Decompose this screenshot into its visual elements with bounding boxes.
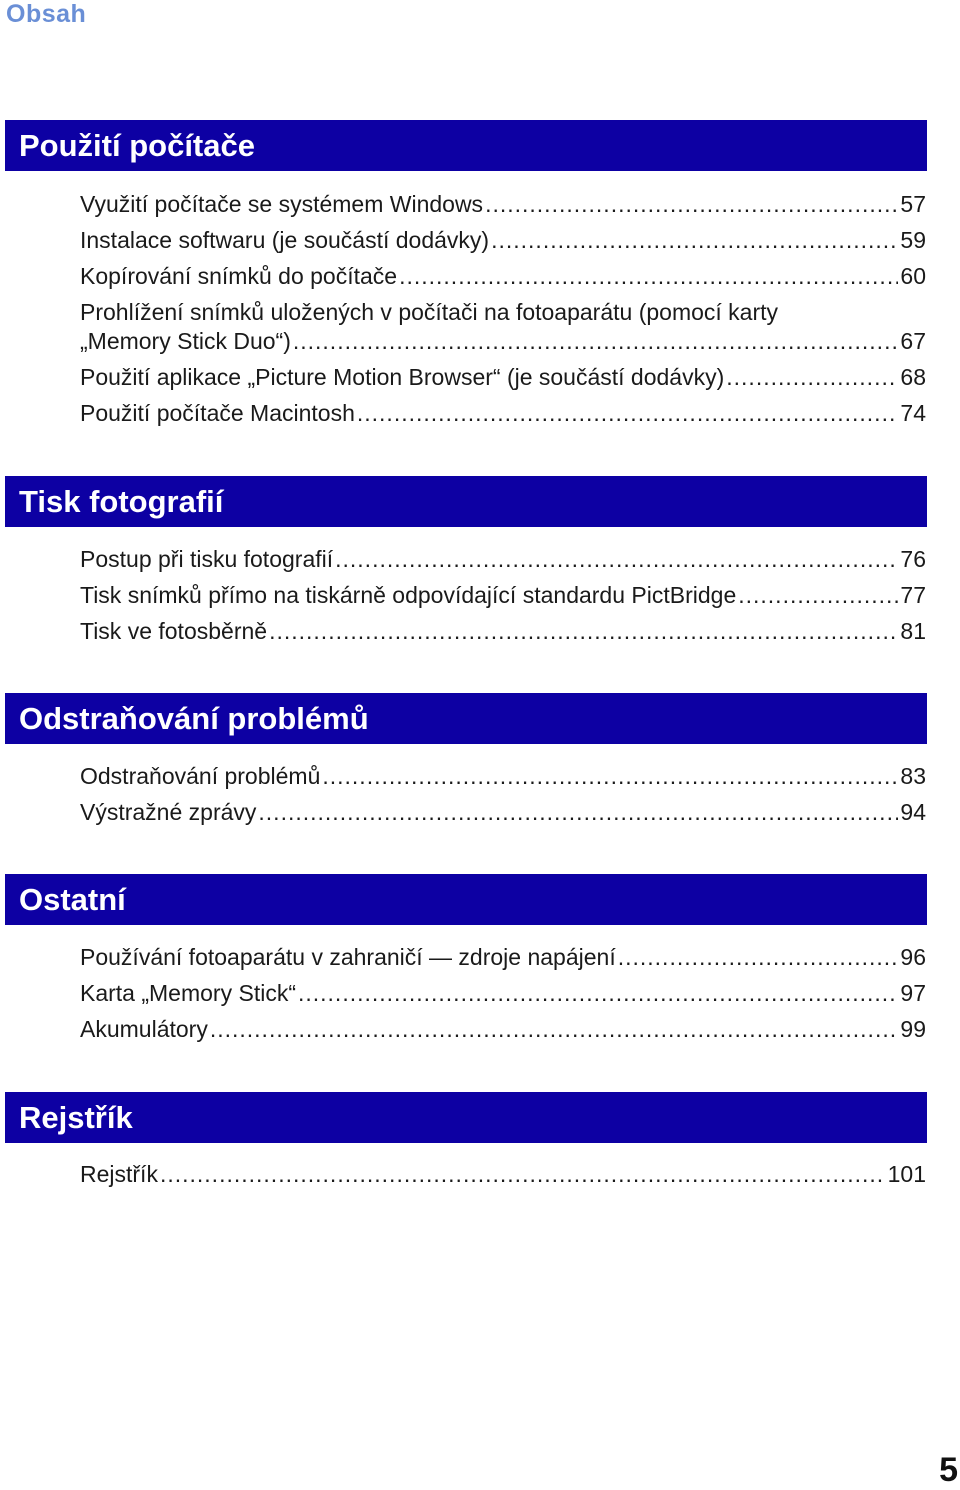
toc-entry[interactable] [80,979,926,1015]
dot-leader [269,617,898,646]
toc-entry-text: „Memory Stick Duo“) [80,328,291,354]
dot-leader [618,943,899,972]
toc-entry-text: Odstraňování problémů [80,763,321,789]
toc-entry[interactable] [80,226,926,262]
dot-leader [491,226,898,255]
toc-entry[interactable] [80,363,926,399]
toc-entry-text-line1: Prohlížení snímků uložených v počítači na fotoaparátu (pomocí karty [80,299,779,325]
toc-entry-text: Kopírování snímků do počítače [80,263,398,289]
toc-entry-page: 94 [900,799,926,825]
toc-entry-text: Postup při tisku fotografií [80,546,334,572]
section-title: Ostatní [5,874,927,925]
toc-entry-page: 59 [900,227,926,253]
toc-entry[interactable] [80,545,926,581]
toc-list [5,545,927,653]
toc-entry-text: Použití počítače Macintosh [80,400,355,426]
toc-entry-text: Výstražné zprávy [80,799,257,825]
toc-entry-page: 97 [900,980,926,1006]
dot-leader [258,798,898,827]
toc-entry[interactable] [80,798,926,834]
toc-entry-page: 99 [900,1016,926,1042]
toc-entry-page: 101 [887,1161,926,1187]
toc-entry[interactable] [80,1015,926,1051]
toc-entry-text: Používání fotoaparátu v zahraničí — zdroje napájení [80,944,616,970]
toc-entry-page: 81 [900,618,926,644]
section-odstranovani-problemu [5,693,927,834]
toc-entry-text: Použití aplikace „Picture Motion Browser“ (je součástí dodávky) [80,364,725,390]
toc-entry-page: 76 [900,546,926,572]
dot-leader [399,262,898,291]
dot-leader [322,762,898,791]
toc-list [5,762,927,834]
toc-entry[interactable] [80,1160,926,1196]
dot-leader [293,327,899,356]
section-title: Odstraňování problémů [5,693,927,744]
toc-entry[interactable] [80,399,926,435]
section-pouziti-pocitace [5,120,927,435]
page-header-title: Obsah [6,0,87,28]
toc-entry-page: 57 [900,191,926,217]
toc-entry[interactable] [80,190,926,226]
section-title: Tisk fotografií [5,476,927,527]
toc-entry-text: Karta „Memory Stick“ [80,980,296,1006]
dot-leader [726,363,898,392]
section-title: Rejstřík [5,1092,927,1143]
toc-entry-text: Instalace softwaru (je součástí dodávky) [80,227,490,253]
toc-entry-page: 68 [900,364,926,390]
toc-entry-text: Tisk snímků přímo na tiskárně odpovídající standardu PictBridge [80,582,737,608]
section-rejstrik [5,1092,927,1196]
toc-entry-page: 83 [900,763,926,789]
toc-entry-page: 77 [900,582,926,608]
toc-entry[interactable] [80,262,926,298]
toc-entry[interactable] [80,617,926,653]
section-tisk-fotografii [5,476,927,653]
toc-entry-text: Využití počítače se systémem Windows [80,191,484,217]
toc-entry-text: Akumulátory [80,1016,208,1042]
dot-leader [160,1160,886,1189]
toc-entry[interactable] [80,943,926,979]
dot-leader [210,1015,899,1044]
section-ostatni [5,874,927,1051]
section-title: Použití počítače [5,120,927,171]
toc-list [5,1160,927,1196]
dot-leader [298,979,898,1008]
toc-entry-text: Tisk ve fotosběrně [80,618,268,644]
dot-leader [485,190,898,219]
dot-leader [335,545,898,574]
toc-entry[interactable] [80,298,926,363]
toc-entry-text: Rejstřík [80,1161,158,1187]
toc-list [5,943,927,1051]
dot-leader [738,581,898,610]
toc-list [5,190,927,435]
toc-entry-page: 60 [900,263,926,289]
toc-entry-page: 67 [900,328,926,354]
toc-entry-page: 96 [900,944,926,970]
toc-entry-page: 74 [900,400,926,426]
toc-entry[interactable] [80,762,926,798]
dot-leader [357,399,899,428]
toc-entry[interactable] [80,581,926,617]
page-number: 5 [939,1451,958,1489]
